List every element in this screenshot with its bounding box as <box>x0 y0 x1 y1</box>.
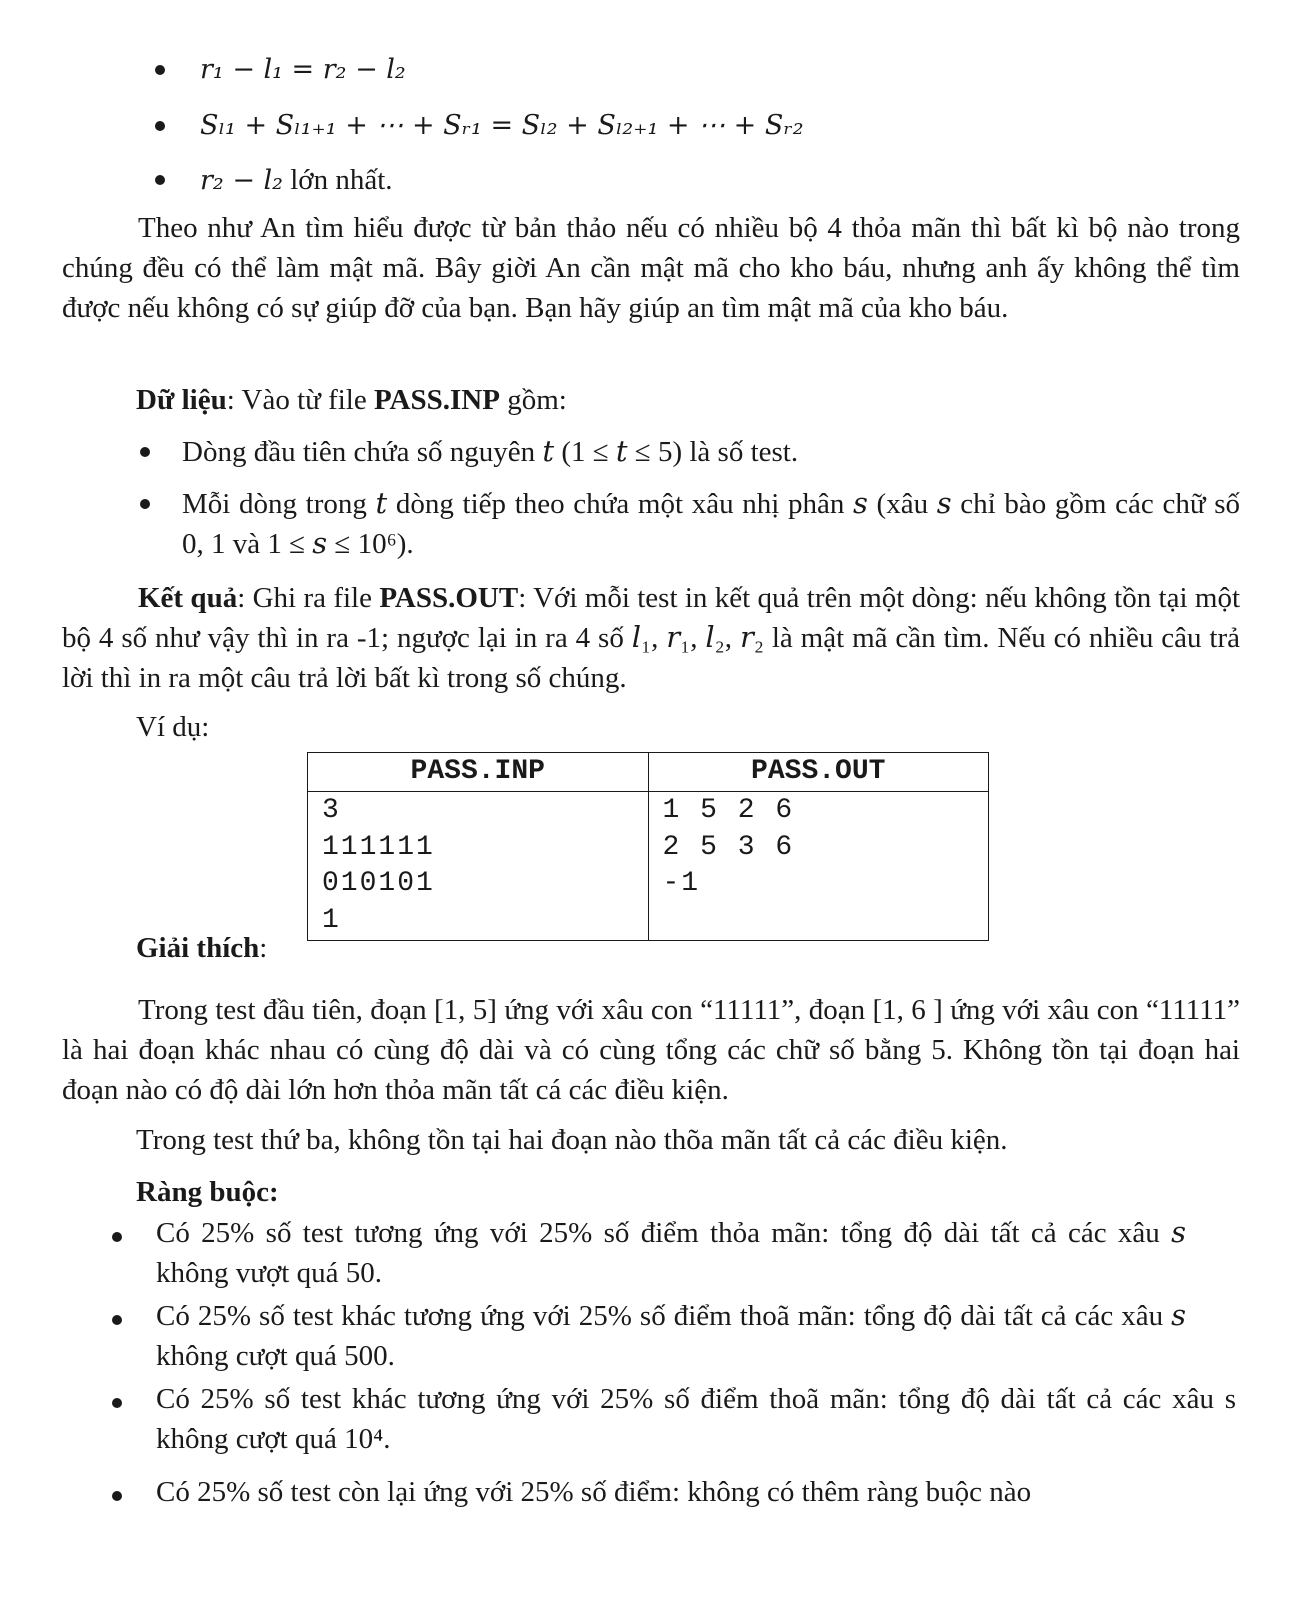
input-heading <box>136 380 567 420</box>
bullet-dot <box>155 65 165 75</box>
output-text-after: : Với mỗi test in kết quả trên một dòng: nếu không tồn tại một bộ 4 số như vậy thì in ra -1; ngược lại in ra 4 số 𝑙₁, 𝑟₁, 𝑙₂, 𝑟₂ là mật mã cần tìm. Nếu có nhiều câu trả lời thì in ra một câu trả lời bất kì trong số chúng. <box>62 582 1241 694</box>
output-line: 1 5 2 6 <box>662 795 795 826</box>
intro-paragraph: Theo như An tìm hiểu được từ bản thảo nếu có nhiều bộ 4 thỏa mãn thì bất kì bộ nào trong chúng đều có thể làm mật mã. Bây giời An cần mật mã cho kho báu, nhưng anh ấy không thể tìm được nếu không có sự giúp đỡ của bạn. Bạn hãy giúp an tìm mật mã của kho báu. <box>62 212 1240 324</box>
constraint-item-3: Có 25% số test khác tương ứng với 25% số điểm thoã mãn: tổng độ dài tất cả các xâu s không cượt quá 10⁴. <box>156 1383 1236 1455</box>
output-text-before: : Ghi ra file <box>237 582 380 614</box>
input-item-2: Mỗi dòng trong 𝑡 dòng tiếp theo chứa một xâu nhị phân 𝑠 (xâu 𝑠 chỉ bào gồm các chữ số 0, 1 và 1 ≤ 𝑠 ≤ 10⁶). <box>182 488 1240 560</box>
output-filename: PASS.OUT <box>379 582 519 614</box>
condition-2: Sₗ₁ + Sₗ₁₊₁ + ⋯ + Sᵣ₁ = Sₗ₂ + Sₗ₂₊₁ + ⋯ + Sᵣ₂ <box>200 110 804 141</box>
condition-3-formula: r₂ − l₂ <box>200 165 283 196</box>
input-text-after: gồm: <box>499 384 567 416</box>
bullet-dot <box>112 1232 122 1242</box>
constraint-item-1: Có 25% số test tương ứng với 25% số điểm thỏa mãn: tổng độ dài tất cả các xâu 𝑠 không vượt quá 50. <box>156 1217 1186 1289</box>
input-line: 111111 <box>322 831 435 863</box>
example-table-row <box>308 792 989 941</box>
example-header-input: PASS.INP <box>308 753 649 792</box>
bullet-dot <box>155 175 165 185</box>
bullet-dot <box>112 1315 122 1325</box>
output-line: 2 5 3 6 <box>662 831 795 863</box>
example-table-header-row <box>308 753 989 792</box>
bullet-dot <box>140 499 150 509</box>
explanation-heading <box>136 928 267 968</box>
output-paragraph <box>62 578 1240 698</box>
bullet-dot <box>140 447 150 457</box>
example-header-output: PASS.OUT <box>648 753 989 792</box>
bullet-dot <box>112 1398 122 1408</box>
bullet-dot <box>112 1491 122 1501</box>
condition-1: r₁ − l₁ = r₂ − l₂ <box>200 54 406 85</box>
constraint-item-2: Có 25% số test khác tương ứng với 25% số điểm thoã mãn: tổng độ dài tất cả các xâu 𝑠 không cượt quá 500. <box>156 1300 1186 1372</box>
example-label: Ví dụ: <box>136 711 210 743</box>
output-line: -1 <box>662 868 701 899</box>
explanation-paragraph-2: Trong test thứ ba, không tồn tại hai đoạn nào thõa mãn tất cả các điều kiện. <box>136 1124 1008 1156</box>
constraints-label: Ràng buộc: <box>136 1176 279 1208</box>
output-label: Kết quả <box>138 582 238 614</box>
output-line <box>663 903 975 940</box>
example-output-cell <box>648 792 989 941</box>
condition-3 <box>200 160 393 201</box>
explanation-paragraph-1: Trong test đầu tiên, đoạn [1, 5] ứng với xâu con “11111”, đoạn [1, 6 ] ứng với xâu con “11111” là hai đoạn khác nhau có cùng độ dài và có cùng tổng các chữ số bằng 5. Không tồn tại đoạn hai đoạn nào có độ dài lớn hơn thỏa mãn tất cá các điều kiện. <box>62 994 1240 1106</box>
input-line: 010101 <box>322 868 435 899</box>
example-input-cell <box>308 792 649 941</box>
bullet-dot <box>155 121 165 131</box>
input-filename: PASS.INP <box>373 384 500 416</box>
example-table <box>307 752 989 941</box>
explanation-label: Giải thích <box>136 932 260 964</box>
condition-3-text: lớn nhất. <box>282 164 393 196</box>
constraint-item-4: Có 25% số test còn lại ứng với 25% số điểm: không có thêm ràng buộc nào <box>156 1476 1032 1508</box>
input-line: 3 <box>322 795 341 826</box>
explanation-colon: : <box>259 932 268 964</box>
constraints-heading <box>136 1172 279 1212</box>
input-item-1: Dòng đầu tiên chứa số nguyên 𝑡 (1 ≤ 𝑡 ≤ 5) là số test. <box>182 436 799 468</box>
input-line: 1 <box>322 904 341 936</box>
input-label: Dữ liệu <box>136 384 227 416</box>
input-text-before: : Vào từ file <box>226 384 374 416</box>
